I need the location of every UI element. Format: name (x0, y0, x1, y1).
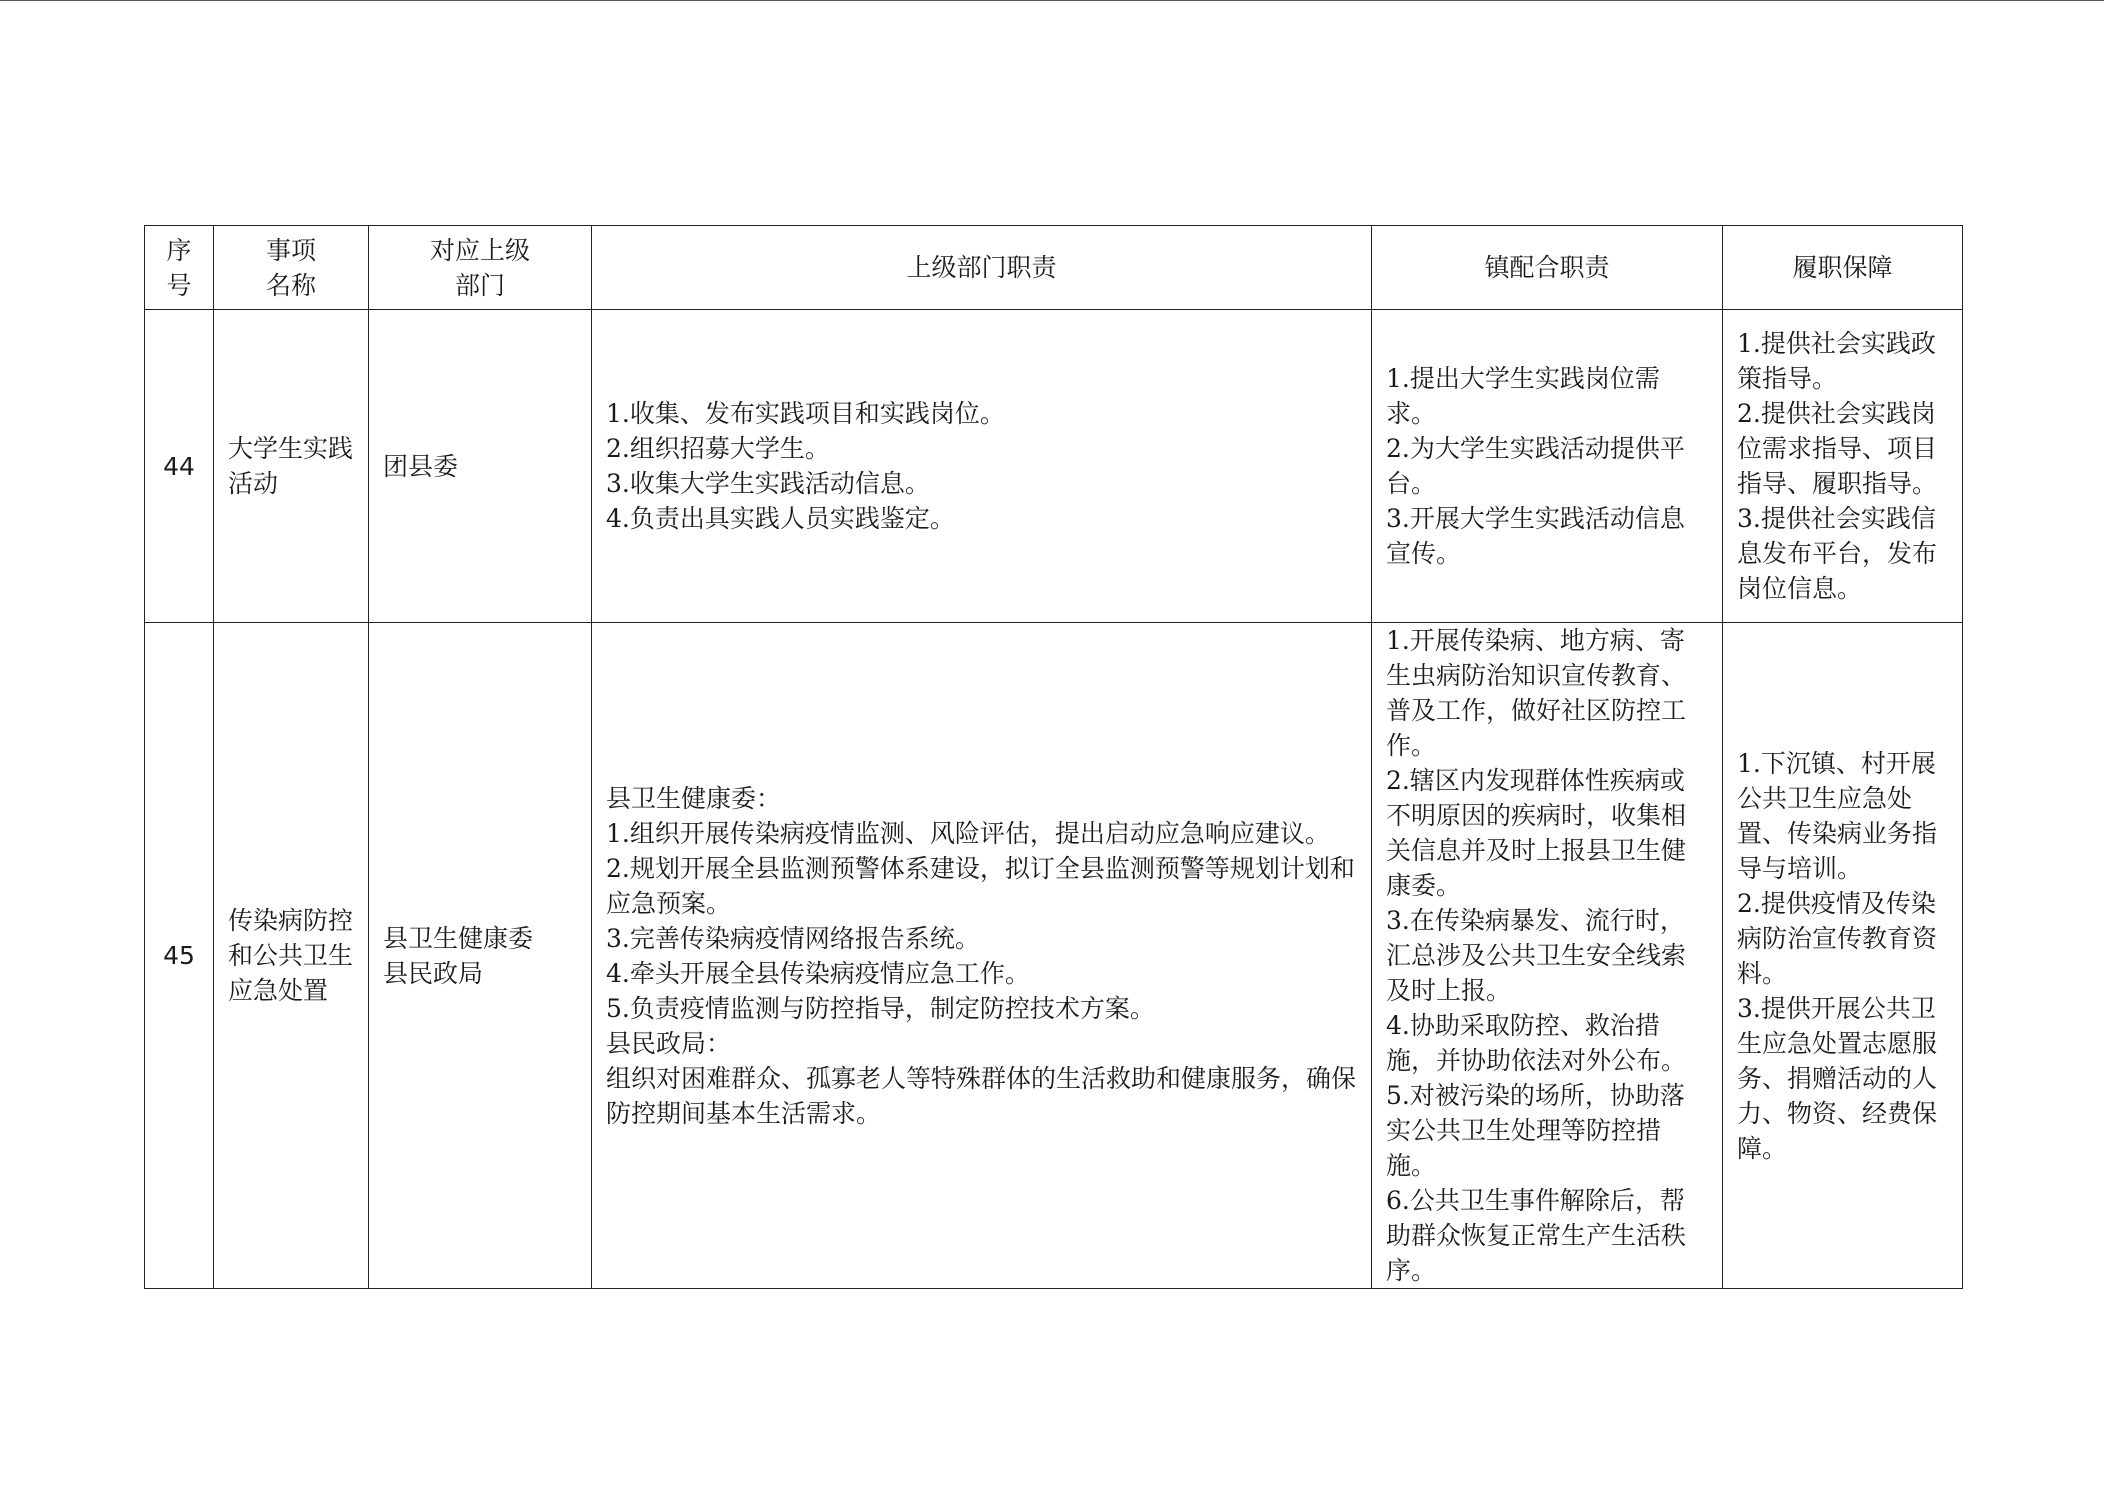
duty-line: 县民政局： (606, 1028, 732, 1058)
header-upper-duty: 上级部门职责 (592, 226, 1372, 310)
town-duty-line: 6.公共卫生事件解除后，帮助群众恢复正常生产生活秩序。 (1386, 1186, 1687, 1285)
town-duty-line: 3.开展大学生实践活动信息宣传。 (1386, 504, 1685, 568)
guarantee-line: 1.下沉镇、村开展公共卫生应急处置、传染病业务指导与培训。 (1737, 748, 1938, 883)
town-duty-line: 1.开展传染病、地方病、寄生虫病防治知识宣传教育、普及工作，做好社区防控工作。 (1386, 626, 1687, 760)
row-item-name: 传染病防控和公共卫生应急处置 (214, 623, 369, 1289)
duty-line: 2.规划开展全县监测预警体系建设，拟订全县监测预警等规划计划和应急预案。 (606, 853, 1355, 918)
row-item-name: 大学生实践活动 (214, 310, 369, 623)
row-upper-duty (592, 310, 1372, 623)
guarantee-line: 3.提供开展公共卫生应急处置志愿服务、捐赠活动的人力、物资、经费保障。 (1737, 993, 1938, 1163)
guarantee-line: 1.提供社会实践政策指导。 (1737, 329, 1936, 393)
duty-line: 5.负责疫情监测与防控指导，制定防控技术方案。 (606, 993, 1155, 1023)
town-duty-line: 2.辖区内发现群体性疾病或不明原因的疾病时，收集相关信息并及时上报县卫生健康委。 (1386, 766, 1687, 900)
dept-line: 县卫生健康委 (383, 923, 534, 953)
duty-line: 县卫生健康委： (606, 783, 782, 813)
dept-line: 县民政局 (383, 958, 484, 988)
duty-line: 4.负责出具实践人员实践鉴定。 (606, 504, 955, 533)
duty-line: 4.牵头开展全县传染病疫情应急工作。 (606, 958, 1030, 988)
header-town-duty: 镇配合职责 (1372, 226, 1723, 310)
town-duty-line: 5.对被污染的场所，协助落实公共卫生处理等防控措施。 (1386, 1081, 1685, 1180)
header-guarantee: 履职保障 (1723, 226, 1963, 310)
row-seq: 45 (145, 623, 214, 1289)
row-upper-duty (592, 623, 1372, 1289)
guarantee-line: 2.提供疫情及传染病防治宣传教育资料。 (1737, 888, 1938, 988)
table-row (145, 310, 1963, 623)
duty-line: 1.收集、发布实践项目和实践岗位。 (606, 399, 1005, 428)
town-duty-line: 4.协助采取防控、救治措施，并协助依法对外公布。 (1386, 1011, 1687, 1075)
town-duty-line: 2.为大学生实践活动提供平台。 (1386, 434, 1685, 498)
duty-line: 组织对困难群众、孤寡老人等特殊群体的生活救助和健康服务，确保防控期间基本生活需求。 (606, 1063, 1357, 1128)
header-upper-dept: 对应上级部门 (369, 226, 592, 310)
duty-line: 1.组织开展传染病疫情监测、风险评估，提出启动应急响应建议。 (606, 818, 1330, 848)
header-seq: 序号 (145, 226, 214, 310)
header-item-name: 事项名称 (214, 226, 369, 310)
page-top-edge (0, 0, 2104, 1)
duty-line: 3.完善传染病疫情网络报告系统。 (606, 923, 980, 953)
town-duty-line: 3.在传染病暴发、流行时，汇总涉及公共卫生安全线索及时上报。 (1386, 906, 1687, 1005)
row-town-duty (1372, 310, 1723, 623)
dept-line: 团县委 (383, 451, 459, 481)
row-dept (369, 310, 592, 623)
town-duty-line: 1.提出大学生实践岗位需求。 (1386, 364, 1660, 428)
duty-table (144, 225, 1963, 1289)
table-row (145, 623, 1963, 1289)
duty-line: 3.收集大学生实践活动信息。 (606, 469, 930, 498)
duty-line: 2.组织招募大学生。 (606, 434, 830, 463)
row-town-duty (1372, 623, 1723, 1289)
guarantee-line: 2.提供社会实践岗位需求指导、项目指导、履职指导。 (1737, 399, 1938, 498)
header-row (145, 226, 1963, 310)
row-seq: 44 (145, 310, 214, 623)
guarantee-line: 3.提供社会实践信息发布平台，发布岗位信息。 (1737, 504, 1938, 603)
row-dept (369, 623, 592, 1289)
row-guarantee (1723, 623, 1963, 1289)
row-guarantee (1723, 310, 1963, 623)
